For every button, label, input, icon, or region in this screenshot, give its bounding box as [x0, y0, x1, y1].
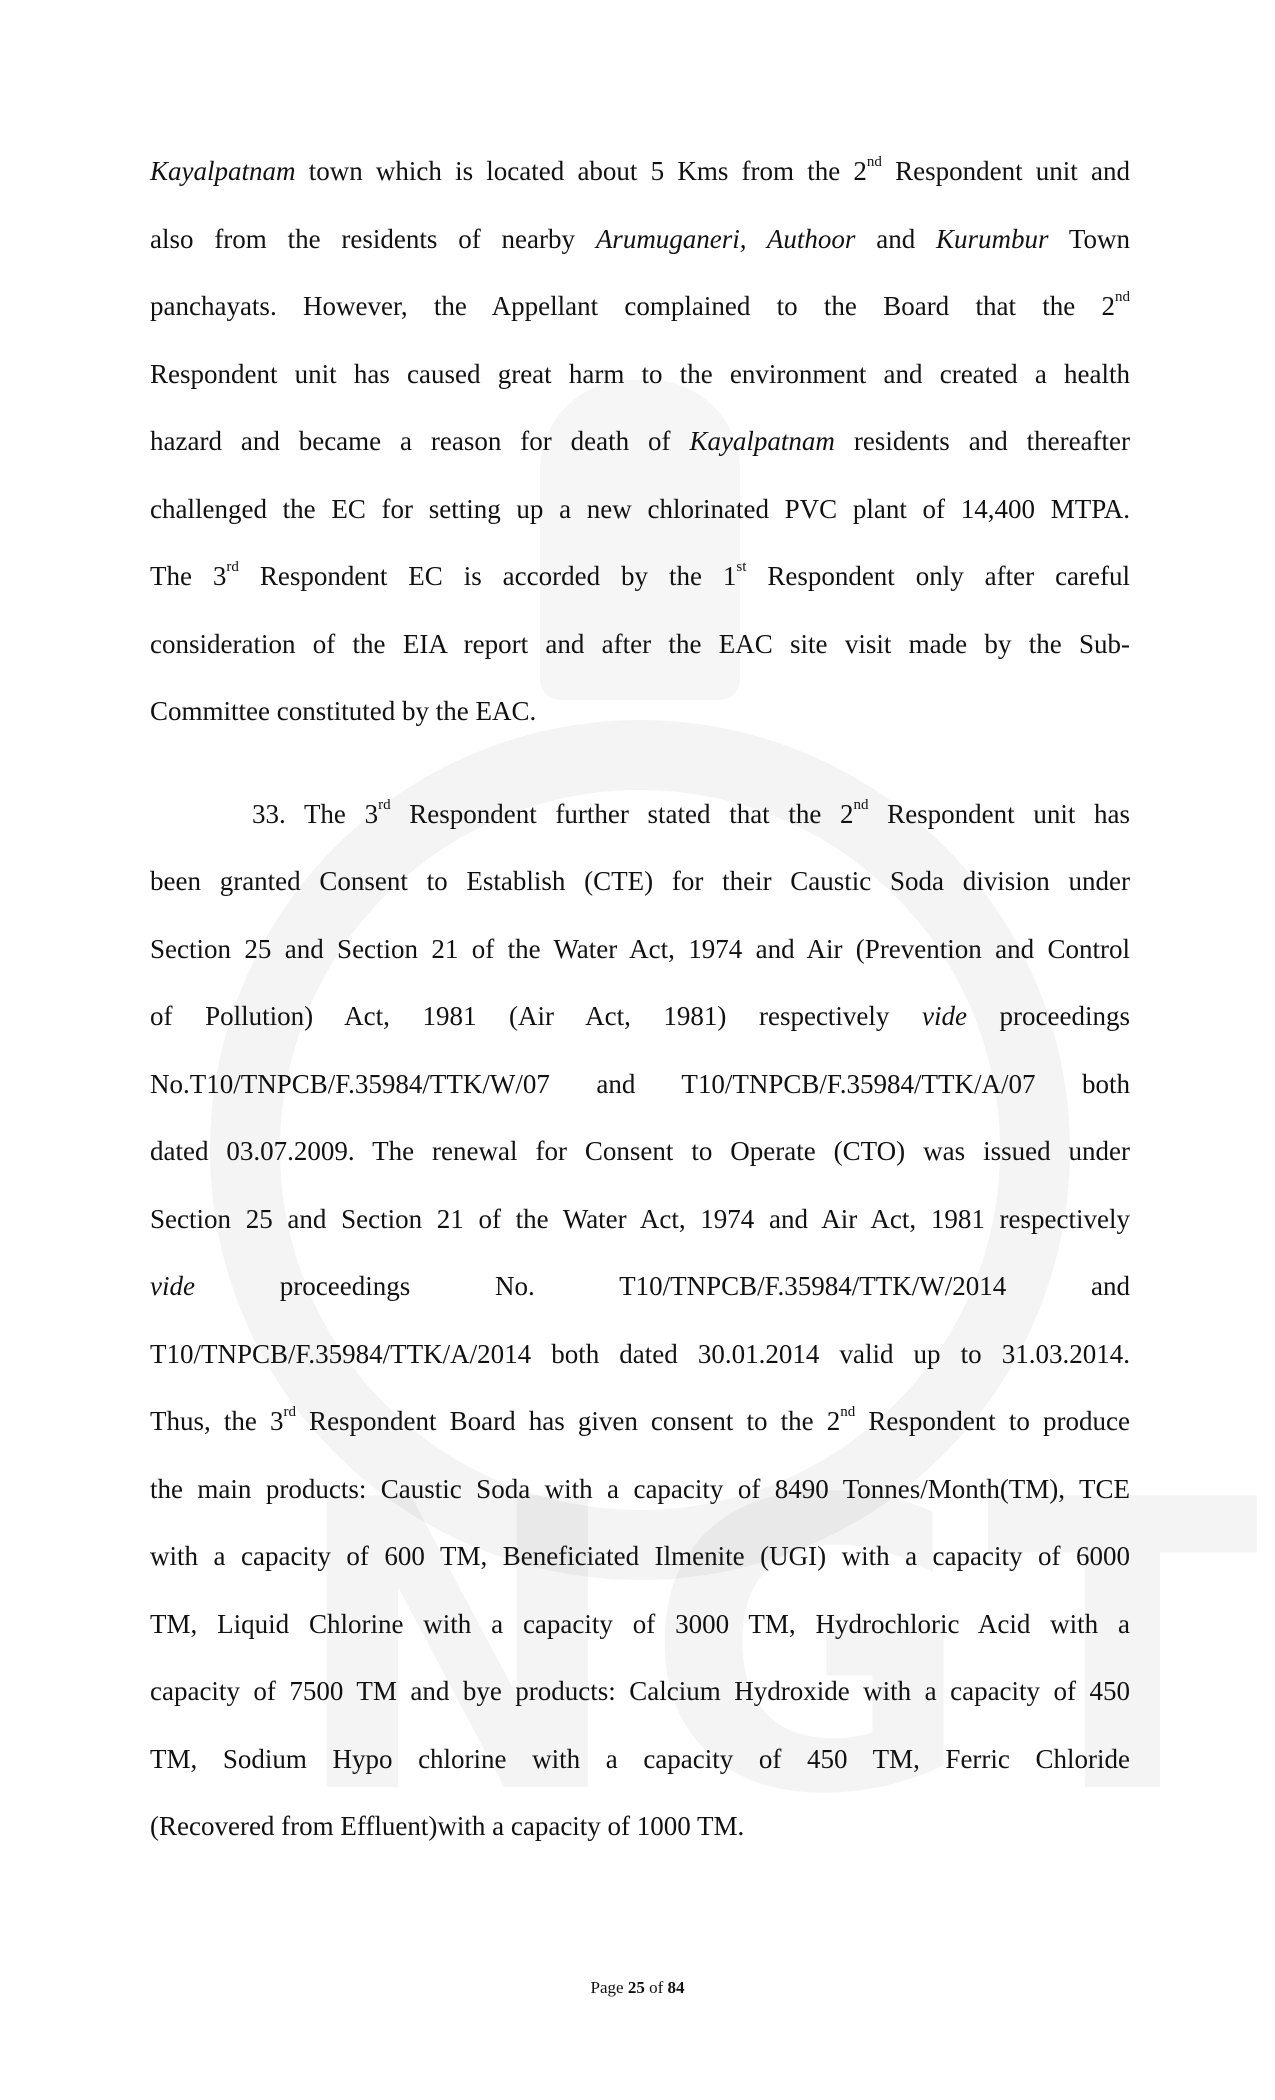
text-line: (Recovered from Effluent)with a capacity of 1000 TM. — [150, 1811, 745, 1841]
text-line: The 3rd Respondent EC is accorded by the 1st Respondent only after careful — [150, 559, 1130, 591]
text-line: with a capacity of 600 TM, Beneficiated Ilmenite (UGI) with a capacity of 6000 — [150, 1541, 1130, 1571]
text-line: vide proceedings No. T10/TNPCB/F.35984/TTK/W/2014 and — [150, 1271, 1130, 1301]
text-line: also from the residents of nearby Arumuganeri, Authoor and Kurumbur Town — [150, 223, 1130, 254]
text-line: Section 25 and Section 21 of the Water Act, 1974 and Air (Prevention and Control — [150, 933, 1130, 964]
text-line: Respondent unit has caused great harm to the environment and created a health — [150, 358, 1130, 389]
text-line: capacity of 7500 TM and bye products: Calcium Hydroxide with a capacity of 450 — [150, 1676, 1130, 1706]
text-line: Kayalpatnam town which is located about 5 Kms from the 2nd Respondent unit and — [150, 154, 1130, 186]
text-line: Section 25 and Section 21 of the Water Act, 1974 and Air Act, 1981 respectively — [150, 1203, 1130, 1234]
paragraph-33 — [150, 781, 1130, 1861]
text-line: T10/TNPCB/F.35984/TTK/A/2014 both dated 30.01.2014 valid up to 31.03.2014. — [150, 1338, 1130, 1369]
text-line: 33. The 3rd Respondent further stated that the 2nd Respondent unit has — [252, 796, 1131, 829]
current-page: 25 — [627, 1978, 645, 1997]
text-line: Thus, the 3rd Respondent Board has given consent to the 2nd Respondent to produce — [150, 1404, 1130, 1436]
text-line: the main products: Caustic Soda with a capacity of 8490 Tonnes/Month(TM), TCE — [150, 1473, 1130, 1504]
text-line: of Pollution) Act, 1981 (Air Act, 1981) respectively vide proceedings — [150, 1001, 1131, 1031]
text-line: consideration of the EIA report and after the EAC site visit made by the Sub- — [150, 628, 1130, 659]
text-line: Committee constituted by the EAC. — [150, 696, 537, 726]
text-line: panchayats. However, the Appellant complained to the Board that the 2nd — [150, 289, 1130, 321]
text-line: TM, Sodium Hypo chlorine with a capacity of 450 TM, Ferric Chloride — [150, 1743, 1130, 1774]
text-line: been granted Consent to Establish (CTE) for their Caustic Soda division under — [150, 866, 1130, 896]
paragraph-number: 33. — [252, 798, 286, 829]
text-line: challenged the EC for setting up a new chlorinated PVC plant of 14,400 MTPA. — [150, 493, 1130, 524]
text-line: hazard and became a reason for death of Kayalpatnam residents and thereafter — [150, 426, 1130, 456]
total-pages: 84 — [667, 1978, 685, 1997]
text-line: No.T10/TNPCB/F.35984/TTK/W/07 and T10/TNPCB/F.35984/TTK/A/07 both — [150, 1068, 1130, 1099]
page-number-footer: Page 25 of 84 — [590, 1978, 685, 1997]
page-body — [150, 138, 1130, 1861]
text-line: TM, Liquid Chlorine with a capacity of 3000 TM, Hydrochloric Acid with a — [150, 1608, 1130, 1639]
text-line: dated 03.07.2009. The renewal for Consent to Operate (CTO) was issued under — [150, 1136, 1130, 1166]
paragraph-32-continued — [150, 138, 1130, 746]
